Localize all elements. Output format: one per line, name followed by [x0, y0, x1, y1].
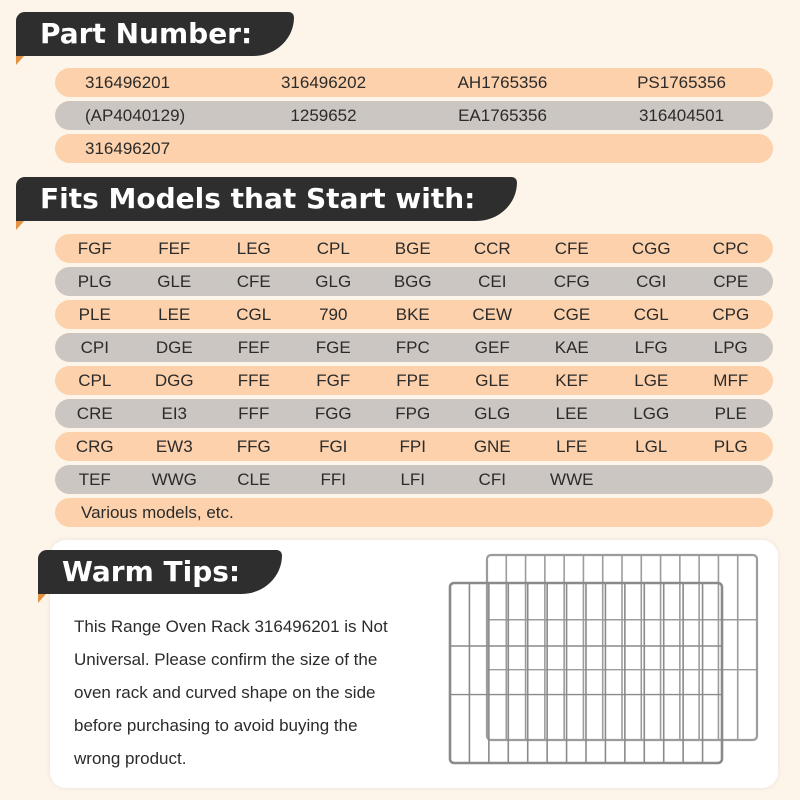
model-cell: CRE: [76, 403, 113, 423]
model-cell: LFE: [556, 436, 588, 456]
tips-line: wrong product.: [74, 749, 187, 768]
model-cell: GNE: [473, 436, 511, 456]
model-cell: CGL: [236, 304, 272, 324]
tips-heading: Warm Tips:: [38, 550, 282, 594]
model-cell: GEF: [474, 337, 510, 357]
model-cell: CPE: [713, 271, 749, 291]
part-number-cell: 316496202: [280, 72, 367, 92]
model-row: [55, 234, 773, 263]
model-cell: FFG: [236, 436, 271, 456]
model-cell: CGL: [633, 304, 669, 324]
model-cell: LGL: [635, 436, 668, 456]
model-cell: GLG: [315, 271, 352, 291]
tips-line: before purchasing to avoid buying the: [74, 716, 358, 735]
model-cell: LFG: [634, 337, 668, 357]
part-number-cell: PS1765356: [637, 72, 726, 92]
model-cell: PLG: [713, 436, 748, 456]
model-cell: GLE: [157, 271, 192, 291]
part-number-heading: Part Number:: [16, 12, 294, 56]
model-cell: CFE: [554, 238, 589, 258]
model-cell: LEE: [555, 403, 588, 423]
model-cell: LFI: [400, 469, 426, 489]
model-cell: LGG: [633, 403, 670, 423]
model-cell: CGG: [631, 238, 671, 258]
model-row: [55, 432, 773, 461]
model-cell: CPL: [78, 370, 112, 390]
part-number-cell: 1259652: [290, 105, 357, 125]
model-cell: CFI: [478, 469, 506, 489]
model-row: [55, 333, 773, 362]
model-cell: FPE: [396, 370, 430, 390]
model-row: [55, 465, 773, 494]
model-cell: CRG: [75, 436, 114, 456]
model-cell: BGG: [393, 271, 432, 291]
part-number-cell: 316404501: [638, 105, 725, 125]
model-row: [55, 267, 773, 296]
model-cell: FEF: [237, 337, 270, 357]
model-cell: LPG: [713, 337, 748, 357]
tips-line: Universal. Please confirm the size of the: [74, 650, 378, 669]
model-cell: BGE: [394, 238, 431, 258]
model-cell: CPL: [316, 238, 350, 258]
model-cell: FGF: [316, 370, 351, 390]
model-row: [55, 366, 773, 395]
model-cell: PLE: [714, 403, 747, 423]
model-cell: CCR: [473, 238, 511, 258]
tips-line: oven rack and curved shape on the side: [74, 683, 376, 702]
model-cell: EI3: [161, 403, 188, 423]
model-cell: KAE: [554, 337, 589, 357]
model-cell: DGG: [154, 370, 194, 390]
model-cell: FEF: [158, 238, 191, 258]
model-cell: FFI: [320, 469, 346, 489]
model-cell: TEF: [78, 469, 111, 489]
part-number-row: [55, 134, 773, 163]
model-cell: CLE: [237, 469, 271, 489]
model-cell: BKE: [395, 304, 430, 324]
model-row: [55, 399, 773, 428]
model-cell: FPI: [399, 436, 426, 456]
model-cell: EW3: [155, 436, 193, 456]
model-cell: GLG: [474, 403, 511, 423]
tips-line: This Range Oven Rack 316496201 is Not: [74, 617, 388, 636]
model-cell: CGE: [553, 304, 591, 324]
model-cell: LEG: [236, 238, 271, 258]
model-cell: FPC: [395, 337, 430, 357]
model-cell: FFE: [237, 370, 270, 390]
model-cell: CPG: [712, 304, 750, 324]
part-number-cell: EA1765356: [458, 105, 547, 125]
model-cell: CEW: [472, 304, 513, 324]
model-cell: FGI: [319, 436, 348, 456]
model-cell: WWG: [151, 469, 197, 489]
model-cell: FGF: [77, 238, 112, 258]
model-cell: MFF: [713, 370, 749, 390]
model-cell: DGE: [155, 337, 193, 357]
model-cell: 790: [319, 304, 348, 324]
part-number-cell: 316496201: [85, 72, 171, 92]
model-cell: LGE: [634, 370, 669, 390]
model-cell: FFF: [238, 403, 270, 423]
model-row: [55, 300, 773, 329]
model-cell: CFG: [553, 271, 590, 291]
oven-rack-pair-image: [440, 545, 770, 775]
models-heading: Fits Models that Start with:: [16, 177, 517, 221]
model-cell: CPI: [80, 337, 109, 357]
model-cell: CGI: [636, 271, 667, 291]
model-cell: GLE: [475, 370, 510, 390]
model-cell: FPG: [395, 403, 431, 423]
model-cell: LEE: [158, 304, 191, 324]
model-cell: CFE: [236, 271, 271, 291]
part-number-row: [55, 101, 773, 130]
part-number-cell: 316496207: [85, 138, 171, 158]
model-cell: CEI: [478, 271, 507, 291]
model-cell: FGG: [314, 403, 352, 423]
model-cell: FGE: [315, 337, 351, 357]
model-cell: PLG: [77, 271, 112, 291]
part-number-cell: AH1765356: [457, 72, 548, 92]
model-cell: WWE: [550, 469, 594, 489]
model-cell: CPC: [712, 238, 749, 258]
part-number-cell: (AP4040129): [85, 105, 186, 125]
model-cell: KEF: [555, 370, 589, 390]
tips-text: [74, 610, 444, 775]
models-note: Various models, etc.: [55, 498, 773, 527]
model-cell: PLE: [78, 304, 111, 324]
part-number-row: [55, 68, 773, 97]
